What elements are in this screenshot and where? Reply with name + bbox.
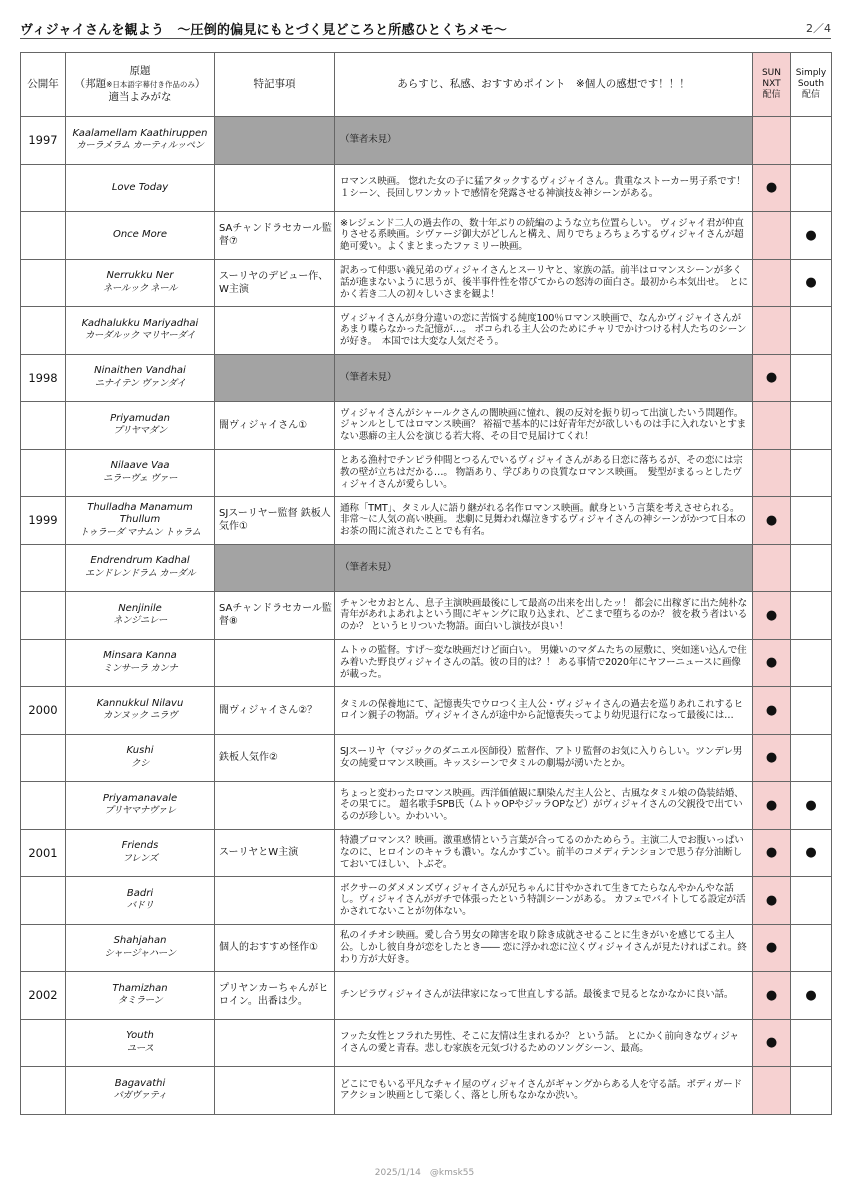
film-kana-reading: バガヴァティ (113, 1090, 167, 1102)
sun-nxt-availability (753, 402, 791, 450)
special-note (215, 449, 335, 497)
film-original-title: Love Today (111, 181, 169, 193)
release-year: 1997 (21, 117, 66, 165)
sun-nxt-availability (753, 639, 791, 687)
page-title: ヴィジャイさんを観よう ～圧倒的偏見にもとづく見どころと所感ひとくちメモ～ (20, 23, 508, 38)
page-number: 2／4 (806, 22, 831, 35)
release-year (21, 734, 66, 782)
release-year (21, 1067, 66, 1115)
table-row (21, 639, 832, 687)
film-title-cell (66, 877, 215, 925)
synopsis: ちょっと変わったロマンス映画。西洋価値観に馴染んだ主人公と、古風なタミル娘の偽装結婚、その果てに。 超名歌手SPB氏（ムトゥOPやジッラOPなど）がヴィジャイさんの父親役で出ているのが珍しい。かわいい。 (335, 782, 753, 830)
header-desc: あらすじ、私感、おすすめポイント ※個人の感想です！！！ (335, 53, 753, 117)
film-title-cell (66, 212, 215, 260)
synopsis: 私のイチオシ映画。愛し合う男女の障害を取り除き成就させることに生きがいを感じてる主人公。しかし彼自身が恋をしたとき―― 恋に浮かれ恋に泣くヴィジャイさんが見たければこれ。終わり方が大好き。 (335, 924, 753, 972)
release-year (21, 782, 66, 830)
synopsis: （筆者未見） (335, 117, 753, 165)
synopsis: （筆者未見） (335, 354, 753, 402)
simply-south-availability (791, 972, 832, 1020)
simply-south-availability (791, 829, 832, 877)
film-title-cell (66, 354, 215, 402)
simply-south-availability (791, 687, 832, 735)
film-kana-reading: クシ (130, 757, 149, 769)
sun-nxt-availability (753, 782, 791, 830)
simply-south-availability (791, 1019, 832, 1067)
release-year (21, 449, 66, 497)
sun-nxt-availability (753, 307, 791, 355)
film-original-title: Kaalamellam Kaathiruppen (72, 127, 208, 139)
film-kana-reading: エンドレンドラム カーダル (84, 567, 196, 579)
film-title-cell (66, 829, 215, 877)
film-original-title: Thulladha Manamum Thullum (87, 501, 193, 525)
film-title-cell (66, 449, 215, 497)
synopsis: 通称「TMT」、タミル人に語り継がれる名作ロマンス映画。献身という言葉を考えさせられる。非常〜に人気の高い映画。 悲劇に見舞われ爆泣きするヴィジャイさんの神シーンがかつて日本のお茶の間に流されたことでも有名。 (335, 497, 753, 545)
film-original-title: Minsara Kanna (103, 650, 177, 662)
simply-south-availability (791, 212, 832, 260)
table-row (21, 734, 832, 782)
simply-south-availability (791, 734, 832, 782)
special-note (215, 1067, 335, 1115)
special-note (215, 544, 335, 592)
release-year (21, 164, 66, 212)
film-kana-reading: ネンジニレー (113, 615, 167, 627)
title-underline (20, 38, 831, 39)
film-title-cell (66, 639, 215, 687)
film-kana-reading: ミンサーラ カンナ (102, 662, 178, 674)
simply-south-availability (791, 544, 832, 592)
release-year (21, 212, 66, 260)
film-title-cell (66, 687, 215, 735)
synopsis: 特濃ブロマンス？映画。激重感情という言葉が合ってるのかためらう。主演二人でお腹いっぱいなのに、ヒロインのキャラも濃い。なんかすごい。前半のコメディテンションで思う存分油断しておいてほしい、トぶぞ。 (335, 829, 753, 877)
table-row (21, 877, 832, 925)
synopsis: 訳あって仲悪い義兄弟のヴィジャイさんとスーリヤと、家族の話。前半はロマンスシーンが多く話が進まないように思うが、後半事件性を帯びてからの怒涛の面白さ。最初から本気出せ。 とにかく若き二人の初々しいさまを観よ！ (335, 259, 753, 307)
simply-south-availability (791, 924, 832, 972)
special-note (215, 164, 335, 212)
film-original-title: Nerrukku Ner (106, 270, 174, 282)
sun-nxt-availability (753, 592, 791, 640)
film-title-cell (66, 259, 215, 307)
synopsis: チンピラヴィジャイさんが法律家になって世直しする話。最後まで見るとなかなかに良い話。 (335, 972, 753, 1020)
sun-nxt-availability (753, 164, 791, 212)
film-title-cell (66, 592, 215, 640)
film-original-title: Shahjahan (113, 935, 167, 947)
film-original-title: Nenjinile (118, 602, 162, 614)
special-note: 闇ヴィジャイさん②？ (215, 687, 335, 735)
film-original-title: Badri (126, 887, 154, 899)
film-original-title: Nilaave Vaa (110, 460, 170, 472)
film-original-title: Friends (121, 840, 159, 852)
table-row (21, 449, 832, 497)
table-row (21, 924, 832, 972)
film-title-cell (66, 1067, 215, 1115)
film-title-cell (66, 782, 215, 830)
table-row (21, 782, 832, 830)
synopsis: ヴィジャイさんが身分違いの恋に苦悩する純度100％ロマンス映画で、なんかヴィジャイさんがあまり喋らなかった記憶が…。 ボコられる主人公のためにチャリでかけつける村人たちのシーンが好き。 本国では大変な人気だそう。 (335, 307, 753, 355)
film-kana-reading: ネールック ネール (102, 282, 178, 294)
film-kana-reading: ニナイテン ヴァンダイ (94, 377, 186, 389)
film-title-cell (66, 734, 215, 782)
header-title-close: ） (194, 78, 206, 90)
header-simply-line2: South (797, 79, 825, 89)
header-year: 公開年 (21, 53, 66, 117)
simply-south-availability (791, 259, 832, 307)
synopsis: （筆者未見） (335, 544, 753, 592)
special-note: スーリヤとW主演 (215, 829, 335, 877)
release-year (21, 924, 66, 972)
film-title-cell (66, 402, 215, 450)
release-year (21, 259, 66, 307)
release-year (21, 639, 66, 687)
table-row (21, 687, 832, 735)
release-year: 2001 (21, 829, 66, 877)
film-kana-reading: プリヤマダン (113, 425, 167, 437)
sun-nxt-availability (753, 259, 791, 307)
footer-date-author: 2025/1/14 @kmsk55 (374, 1168, 475, 1178)
table-row (21, 354, 832, 402)
film-original-title: Bagavathi (114, 1077, 166, 1089)
film-original-title: Ninaithen Vandhai (94, 365, 186, 377)
simply-south-availability (791, 592, 832, 640)
film-kana-reading: ニラーヴェ ヴァー (102, 472, 178, 484)
table-row (21, 307, 832, 355)
simply-south-availability (791, 354, 832, 402)
film-kana-reading: ユース (126, 1042, 154, 1054)
sun-nxt-availability (753, 544, 791, 592)
sun-nxt-availability (753, 734, 791, 782)
header-simply-line3: 配信 (801, 90, 820, 100)
film-original-title: Priyamanavale (102, 792, 178, 804)
header-sun-line1: SUN (761, 68, 782, 78)
film-original-title: Priyamudan (110, 412, 170, 424)
movie-table (20, 52, 832, 1115)
sun-nxt-availability (753, 497, 791, 545)
synopsis: フッた女性とフラれた男性、そこに友情は生まれるか？ という話。 とにかく前向きなヴィジャイさんの愛と青春。悲しむ家族を元気づけるためのソングシーン、最高。 (335, 1019, 753, 1067)
film-title-cell (66, 972, 215, 1020)
header-sun-line2: NXT (762, 79, 781, 89)
header-simply-line1: Simply (795, 68, 827, 78)
sun-nxt-availability (753, 829, 791, 877)
film-original-title: Endrendrum Kadhal (90, 555, 190, 567)
sun-nxt-availability (753, 1019, 791, 1067)
sun-nxt-availability (753, 117, 791, 165)
simply-south-availability (791, 307, 832, 355)
film-kana-reading: プリヤマナヴァレ (104, 805, 176, 817)
special-note: スーリヤのデビュー作、W主演 (215, 259, 335, 307)
table-row (21, 972, 832, 1020)
table-row (21, 1067, 832, 1115)
release-year (21, 402, 66, 450)
table-row (21, 402, 832, 450)
table-header-row (21, 53, 832, 117)
special-note (215, 1019, 335, 1067)
special-note: SAチャンドラセカール監督⑧ (215, 592, 335, 640)
release-year (21, 1019, 66, 1067)
sun-nxt-availability (753, 212, 791, 260)
header-title-line1: 原題 (129, 65, 151, 77)
header-simply-south (791, 53, 832, 117)
special-note (215, 354, 335, 402)
synopsis: どこにでもいる平凡なチャイ屋のヴィジャイさんがギャングからある人を守る話。ボディガードアクション映画として楽しく、落とし所もなかなか渋い。 (335, 1067, 753, 1115)
film-title-cell (66, 117, 215, 165)
film-title-cell (66, 307, 215, 355)
special-note: 個人的おすすめ怪作① (215, 924, 335, 972)
release-year: 2002 (21, 972, 66, 1020)
special-note: 鉄板人気作② (215, 734, 335, 782)
special-note (215, 639, 335, 687)
special-note: SAチャンドラセカール監督⑦ (215, 212, 335, 260)
film-original-title: Kannukkul Nilavu (96, 697, 184, 709)
release-year (21, 592, 66, 640)
sun-nxt-availability (753, 972, 791, 1020)
film-title-cell (66, 544, 215, 592)
synopsis: チャンセカおとん、息子主演映画最後にして最高の出来を出したッ！ 都会に出稼ぎに出た純朴な青年があれよあれよという間にギャングに取り込まれ、どこまで堕ちるのか？ 彼を救う者はいるのか？ というヒリついた物語。面白いし演技が良い！ (335, 592, 753, 640)
film-original-title: Once More (112, 229, 168, 240)
simply-south-availability (791, 639, 832, 687)
table-row (21, 117, 832, 165)
release-year: 1998 (21, 354, 66, 402)
special-note (215, 307, 335, 355)
film-kana-reading: カンヌック ニラヴ (102, 710, 178, 722)
header-title-line2 (66, 78, 214, 91)
synopsis: SJスーリヤ（マジックのダニエル医師役）監督作、アトリ監督のお気に入りらしい。ツンデレ男女の純愛ロマンス映画。キッスシーンでタミルの劇場が湧いたとか。 (335, 734, 753, 782)
synopsis: タミルの保養地にて、記憶喪失でウロつく主人公・ヴィジャイさんの過去を巡りあれこれするヒロイン親子の物語。ヴィジャイさんが途中から記憶喪失ってより幼児退行になって最後には… (335, 687, 753, 735)
release-year: 1999 (21, 497, 66, 545)
film-kana-reading: フレンズ (122, 852, 158, 864)
header-title-line3: 適当よみがな (108, 91, 172, 103)
simply-south-availability (791, 449, 832, 497)
special-note (215, 782, 335, 830)
release-year (21, 877, 66, 925)
simply-south-availability (791, 1067, 832, 1115)
table-row (21, 497, 832, 545)
header-sun-line3: 配信 (762, 90, 781, 100)
film-original-title: Youth (126, 1030, 154, 1042)
synopsis: とある漁村でチンピラ仲間とつるんでいるヴィジャイさんがある日恋に落ちるが、その恋には宗教の壁が立ちはだかる…。 物語あり、学びありの良質なロマンス映画。 髪型がまるっとしたヴィジャイさんが愛らしい。 (335, 449, 753, 497)
sun-nxt-availability (753, 1067, 791, 1115)
simply-south-availability (791, 402, 832, 450)
table-row (21, 829, 832, 877)
header-title-subtitle-note: ※日本語字幕付き作品のみ (106, 80, 195, 89)
table-row (21, 259, 832, 307)
simply-south-availability (791, 497, 832, 545)
film-kana-reading: カーラメラム カーティルッペン (76, 140, 204, 152)
film-kana-reading: シャージャハーン (104, 947, 176, 959)
header-note: 特記事項 (215, 53, 335, 117)
film-kana-reading: バドリ (126, 900, 154, 912)
sun-nxt-availability (753, 449, 791, 497)
synopsis: ※レジェンド二人の過去作の、数十年ぶりの続編のような立ち位置らしい。 ヴィジャイ君が仲直りさせる系映画。シヴァージ御大がどしんと構え、周りでちょろちょろするヴィジャイさんが超絶可愛い。よくまとまったファミリー映画。 (335, 212, 753, 260)
special-note (215, 877, 335, 925)
film-title-cell (66, 1019, 215, 1067)
table-row (21, 212, 832, 260)
sun-nxt-availability (753, 924, 791, 972)
simply-south-availability (791, 782, 832, 830)
synopsis: ヴィジャイさんがシャールクさんの闇映画に憧れ、親の反対を振り切って出演したいう問題作。ジャンルとしてはロマンス映画？ 裕福で基本的には好青年だが欲しいものは手に入れないとすまない悪癖の主人公を演じる若大将、その目で見届けてくれ！ (335, 402, 753, 450)
release-year: 2000 (21, 687, 66, 735)
film-title-cell (66, 924, 215, 972)
header-sun-nxt (753, 53, 791, 117)
table-row (21, 592, 832, 640)
table-row (21, 164, 832, 212)
special-note: 闇ヴィジャイさん① (215, 402, 335, 450)
synopsis: ムトゥの監督。すげ～変な映画だけど面白い。 男嫌いのマダムたちの屋敷に、突如迷い込んで住み着いた野良ヴィジャイさんの話。彼の目的は？！ ある事情で2020年にヤフーニュースに画像が載った。 (335, 639, 753, 687)
film-title-cell (66, 164, 215, 212)
release-year (21, 544, 66, 592)
synopsis: ボクサーのダメメンズヴィジャイさんが兄ちゃんに甘やかされて生きてたらなんやかんやな話し。ヴィジャイさんがガチで体張ったという特訓シーンがある。 カフェでバイトしてる設定が活かされてないことが勿体ない。 (335, 877, 753, 925)
special-note: SJスーリヤー監督 鉄板人気作① (215, 497, 335, 545)
table-row (21, 544, 832, 592)
synopsis: ロマンス映画。 惚れた女の子に猛アタックするヴィジャイさん。貴重なストーカー男子系です！ １シーン、長回しワンカットで感情を発露させる神演技＆神シーンがある。 (335, 164, 753, 212)
special-note: プリヤンカーちゃんがヒロイン。出番は少。 (215, 972, 335, 1020)
simply-south-availability (791, 117, 832, 165)
film-kana-reading: タミラーン (117, 995, 163, 1007)
film-original-title: Kadhalukku Mariyadhai (81, 317, 199, 329)
simply-south-availability (791, 877, 832, 925)
film-original-title: Thamizhan (112, 982, 168, 994)
header-title-jp: （邦題 (74, 78, 107, 90)
sun-nxt-availability (753, 354, 791, 402)
table-row (21, 1019, 832, 1067)
header-title (66, 53, 215, 117)
special-note (215, 117, 335, 165)
simply-south-availability (791, 164, 832, 212)
sun-nxt-availability (753, 687, 791, 735)
film-original-title: Kushi (126, 745, 154, 757)
film-kana-reading: トゥラーダ マナムン トゥラム (79, 526, 201, 538)
film-title-cell (66, 497, 215, 545)
release-year (21, 307, 66, 355)
film-kana-reading: カーダルック マリヤーダイ (84, 330, 196, 342)
sun-nxt-availability (753, 877, 791, 925)
